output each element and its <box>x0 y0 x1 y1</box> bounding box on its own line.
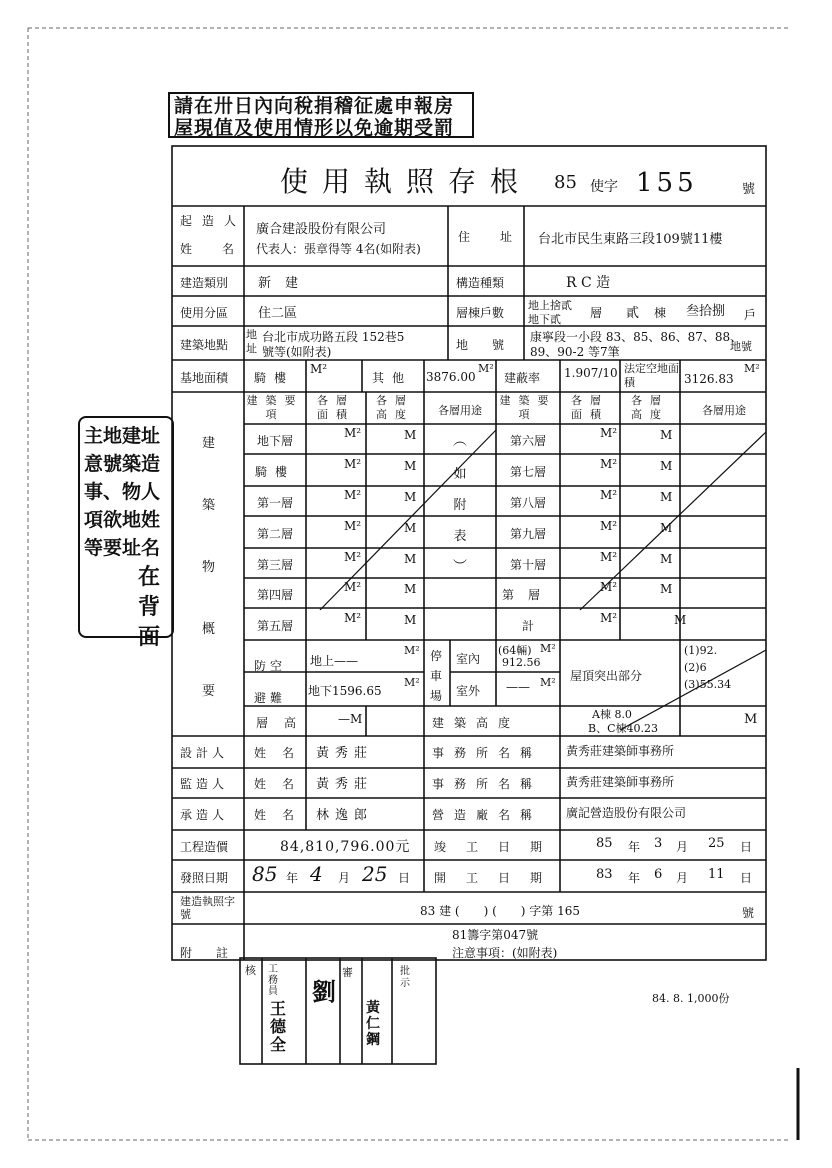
address-label: 住址 <box>458 230 543 244</box>
bldg-section-char: 概 <box>202 622 216 637</box>
site-value-2: 號等(如附表) <box>262 345 332 359</box>
supervisor-office: 黃秀莊建築師事務所 <box>566 775 675 789</box>
supervisor-office-label: 事務所名稱 <box>432 777 543 791</box>
designer-label: 設計人 <box>180 746 229 760</box>
parking-outdoor-label: 室外 <box>456 684 481 698</box>
unit-m: M <box>404 582 417 596</box>
right-floor-label: 第九層 <box>509 527 546 541</box>
civil-defense-label: 防空避難 <box>254 659 287 705</box>
supervisor-name: 黃秀莊 <box>316 777 374 792</box>
unit-m2: M² <box>344 611 362 625</box>
unit-m: M <box>674 613 687 627</box>
bldg-section-char: 築 <box>202 498 216 513</box>
permit-label: 建造執照字號 <box>180 895 235 921</box>
cost-label: 工程造價 <box>180 840 229 854</box>
finish-month: 3 <box>654 836 663 851</box>
finish-year-unit: 年 <box>628 840 641 854</box>
bldg-section-char: 物 <box>202 560 216 575</box>
left-floor-label: 第二層 <box>256 527 293 541</box>
floor-height-value: —M <box>338 712 363 726</box>
start-year-unit: 年 <box>628 871 641 885</box>
arcade-label: 騎樓 <box>254 371 295 385</box>
issue-day-unit: 日 <box>398 871 411 885</box>
designer-name-label: 姓名 <box>254 746 311 760</box>
right-floor-label: 第七層 <box>509 465 546 479</box>
finish-day: 25 <box>708 836 725 851</box>
type-value: 新建 <box>258 276 313 291</box>
parking-outdoor-value: —— <box>506 680 530 694</box>
structure-value: R C 造 <box>566 275 611 291</box>
legal-space-label: 法定空地面積 <box>624 362 679 389</box>
building-height-label: 建築高度 <box>432 716 521 730</box>
side-note-line: 事、物人 <box>84 481 161 503</box>
zone-label: 使用分區 <box>180 306 229 320</box>
right-floor-label: 第八層 <box>509 496 546 510</box>
use-note-char: 附 <box>453 498 467 513</box>
other-value: 3876.00 <box>426 370 476 384</box>
sign-review-char: 審 <box>342 966 353 979</box>
right-floor-label: 第六層 <box>509 434 546 448</box>
building-unit: 棟 <box>654 306 667 320</box>
title-number: 155 <box>636 168 698 198</box>
unit-m: M <box>404 613 417 627</box>
cost-value: 84,810,796.00元 <box>280 839 411 855</box>
site-sub-label: 地址 <box>246 328 257 355</box>
zone-value: 住二區 <box>258 306 298 321</box>
side-note-line: 意號築造 <box>84 453 161 475</box>
floor-unit: 層 <box>590 306 603 320</box>
legal-space-value: 3126.83 <box>684 372 734 386</box>
issue-year-unit: 年 <box>286 871 299 885</box>
left-floor-label: 第四層 <box>256 588 293 602</box>
side-note-back: 背 <box>137 594 160 620</box>
start-month: 6 <box>654 867 663 882</box>
unit-m: M <box>404 521 417 535</box>
start-date-label: 開工日期 <box>434 871 563 885</box>
parking-count: (64輛) <box>498 644 532 657</box>
left-floor-label: 第五層 <box>256 619 293 633</box>
bldg-section-char: 建 <box>202 436 216 451</box>
supervisor-label: 監造人 <box>180 777 229 791</box>
unit-m: M <box>660 459 673 473</box>
side-note-line: 項欲地姓 <box>84 509 161 531</box>
col-use-header-right: 各層用途 <box>702 404 746 417</box>
unit-m2: M² <box>344 457 362 471</box>
title-char: 使字 <box>590 179 618 195</box>
coverage-label: 建蔽率 <box>504 371 541 385</box>
right-floor-label: 第層 <box>501 588 554 602</box>
other-label: 其他 <box>372 371 413 385</box>
notes-line-2: 注意事項：(如附表) <box>452 946 558 960</box>
col-item-header: 建築要項 <box>246 394 304 421</box>
finish-month-unit: 月 <box>676 840 689 854</box>
contractor-firm: 廣記營造股份有限公司 <box>566 806 687 820</box>
floor-height-label: 層高 <box>256 716 313 730</box>
unit-m2: M² <box>344 519 362 533</box>
legal-space-unit: M² <box>744 362 760 375</box>
coverage-value: 1.907/10 <box>564 366 618 380</box>
col-use-header: 各層用途 <box>438 404 482 417</box>
floors-above: 地上捨貳 <box>528 299 572 312</box>
structure-label: 構造種類 <box>456 276 505 290</box>
unit-m2: M² <box>344 488 362 502</box>
parking-unit: M² <box>540 676 556 689</box>
sign-clerk-title: 工務員 <box>268 964 278 997</box>
parking-label: 停車場 <box>430 649 443 703</box>
left-floor-label: 地下層 <box>256 434 293 448</box>
site-value-1: 台北市成功路五段 152巷5 <box>262 330 405 344</box>
buildings-count: 貳 <box>626 306 640 321</box>
sign-check-char: 核 <box>245 964 256 977</box>
roof-value: (2)6 <box>684 661 707 674</box>
unit-m: M <box>660 582 673 596</box>
type-label: 建造類別 <box>180 276 229 290</box>
arcade-unit: M² <box>310 362 328 376</box>
builder-name: 廣合建設股份有限公司 <box>256 222 387 237</box>
unit-m2: M² <box>600 426 618 440</box>
unit-m2: M² <box>344 550 362 564</box>
use-note-char: ︵ <box>453 433 467 449</box>
building-height-unit: M <box>744 712 758 727</box>
sign-name-3: 黃仁鋼 <box>366 1000 380 1048</box>
col-height-header: 各層高度 <box>376 394 414 421</box>
civil-defense-above: 地上—— <box>310 654 359 668</box>
use-note-char: ︶ <box>453 559 467 575</box>
unit-m: M <box>404 459 417 473</box>
floors-below: 地下貳 <box>528 313 561 326</box>
side-note-back: 在 <box>137 564 160 590</box>
contractor-name-label: 姓名 <box>254 808 311 822</box>
site-label: 建築地點 <box>180 338 229 352</box>
unit-m: M <box>660 552 673 566</box>
civil-defense-unit: M² <box>404 676 420 689</box>
designer-office-label: 事務所名稱 <box>432 746 543 760</box>
households-count: 叁拾捌 <box>686 304 726 319</box>
start-day: 11 <box>708 867 725 882</box>
left-floor-label: 第三層 <box>256 558 293 572</box>
unit-m2: M² <box>344 426 362 440</box>
lot-label: 地號 <box>456 338 529 352</box>
unit-m: M <box>404 552 417 566</box>
issue-month: 4 <box>310 862 323 886</box>
lot-value-1: 康寧段一小段 83、85、86、87、88、 <box>530 330 743 344</box>
other-unit: M² <box>478 362 494 375</box>
unit-m2: M² <box>600 580 618 594</box>
issue-year: 85 <box>252 862 278 886</box>
unit-m: M <box>404 490 417 504</box>
form-title: 使用執照存根 <box>280 165 533 198</box>
building-height-a: A棟 8.0 <box>592 708 632 721</box>
sign-issuer: 批示 <box>400 966 410 989</box>
tax-notice-line2: 屋現值及使用情形以免逾期受罰 <box>174 117 455 139</box>
parking-indoor-label: 室內 <box>456 652 481 666</box>
contractor-label: 承造人 <box>180 808 229 822</box>
unit-m: M <box>404 428 417 442</box>
roof-value: (1)92. <box>684 644 718 657</box>
side-note-line: 主地建址 <box>84 425 161 447</box>
builder-address: 台北市民生東路三段109號11樓 <box>538 232 723 247</box>
sign-engineer: 王德全 <box>270 999 287 1054</box>
unit-m2: M² <box>600 611 618 625</box>
start-day-unit: 日 <box>740 871 753 885</box>
col-height-header-right: 各層高度 <box>631 394 669 421</box>
unit-m2: M² <box>600 457 618 471</box>
notes-line-1: 81籌字第047號 <box>452 928 539 942</box>
unit-m2: M² <box>344 580 362 594</box>
side-note-back: 面 <box>137 624 160 650</box>
civil-defense-below: 地下1596.65 <box>308 684 382 698</box>
contractor-name: 林逸郎 <box>316 808 374 823</box>
builder-name-label: 姓名 <box>180 242 265 256</box>
use-note-char: 表 <box>453 529 467 544</box>
floors-label: 層棟戶數 <box>456 306 505 320</box>
side-note-line: 等要址名 <box>84 537 161 559</box>
finish-day-unit: 日 <box>740 840 753 854</box>
col-area-header-right: 各層面積 <box>571 394 609 421</box>
parking-indoor-value: 912.56 <box>502 656 541 669</box>
left-floor-label: 第一層 <box>256 496 293 510</box>
start-year: 83 <box>596 867 613 882</box>
roof-label: 屋頂突出部分 <box>570 669 643 683</box>
unit-m2: M² <box>600 488 618 502</box>
unit-m: M <box>660 428 673 442</box>
notes-label: 附註 <box>180 946 253 960</box>
building-height-bc: B、C棟40.23 <box>588 722 658 735</box>
household-unit: 戶 <box>744 308 757 322</box>
issue-date-label: 發照日期 <box>180 871 229 885</box>
use-note-char: 如 <box>453 467 467 482</box>
finish-year: 85 <box>596 836 613 851</box>
designer-office: 黃秀莊建築師事務所 <box>566 744 675 758</box>
right-floor-label: 計 <box>521 619 534 633</box>
tax-notice-line1: 請在卅日內向稅捐稽征處申報房 <box>174 95 455 117</box>
title-year: 85 <box>554 172 577 193</box>
col-item-header-right: 建築要項 <box>499 394 557 421</box>
left-floor-label: 騎樓 <box>254 465 295 479</box>
builder-label: 起造人 <box>180 214 247 228</box>
designer-name: 黃秀莊 <box>316 746 374 761</box>
unit-m2: M² <box>600 519 618 533</box>
contractor-firm-label: 營造廠名稱 <box>432 808 543 822</box>
supervisor-name-label: 姓名 <box>254 777 311 791</box>
permit-value: 83 建 ( ) ( ) 字第 165 <box>420 904 580 918</box>
permit-suffix: 號 <box>742 906 755 920</box>
finish-date-label: 竣工日期 <box>434 840 563 854</box>
unit-m: M <box>660 490 673 504</box>
roof-value: (3)55.34 <box>684 678 732 691</box>
civil-defense-unit: M² <box>404 644 420 657</box>
print-note: 84. 8. 1,000份 <box>652 992 730 1005</box>
lot-suffix: 地號 <box>730 340 752 353</box>
unit-m: M <box>660 521 673 535</box>
col-area-header: 各層面積 <box>317 394 355 421</box>
base-area-label: 基地面積 <box>180 371 229 385</box>
bldg-section-char: 要 <box>202 684 216 699</box>
unit-m2: M² <box>600 550 618 564</box>
lot-value-2: 89、90-2 等7筆 <box>530 345 620 359</box>
title-suffix: 號 <box>742 182 756 197</box>
issue-day: 25 <box>362 862 388 886</box>
builder-rep: 代表人：張章得等 4名(如附表) <box>256 242 421 256</box>
issue-month-unit: 月 <box>338 871 351 885</box>
parking-unit: M² <box>540 642 556 655</box>
sign-approve: 劉 <box>312 978 336 1006</box>
start-month-unit: 月 <box>676 871 689 885</box>
right-floor-label: 第十層 <box>509 558 546 572</box>
